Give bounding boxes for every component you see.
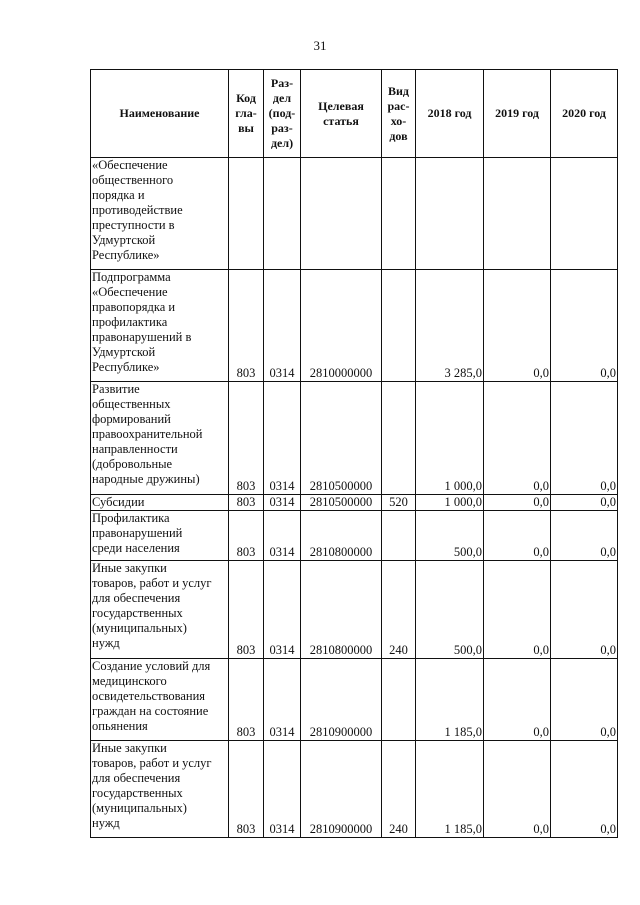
row-amount-2020: 0,0	[551, 511, 618, 561]
row-chapter-code	[229, 158, 264, 270]
row-target-article: 2810000000	[301, 270, 382, 382]
row-amount-2020: 0,0	[551, 561, 618, 659]
header-chapter-code: Код гла- вы	[229, 70, 264, 158]
row-amount-2020: 0,0	[551, 659, 618, 741]
header-2020: 2020 год	[551, 70, 618, 158]
header-target-article: Целевая статья	[301, 70, 382, 158]
row-chapter-code: 803	[229, 270, 264, 382]
row-name: Иные закупки товаров, работ и услуг для обеспечения государственных (муниципальных) нужд	[91, 561, 229, 659]
row-expense-type	[382, 659, 416, 741]
table-header	[91, 70, 618, 158]
row-name: Развитие общественных формирований правоохранительной направленности (добровольные народные дружины)	[91, 382, 229, 495]
row-expense-type: 240	[382, 561, 416, 659]
row-amount-2019: 0,0	[484, 511, 551, 561]
row-amount-2018: 1 185,0	[416, 659, 484, 741]
row-section	[264, 158, 301, 270]
table-row	[91, 561, 618, 659]
header-expense-type: Вид рас- хо- дов	[382, 70, 416, 158]
row-target-article: 2810800000	[301, 561, 382, 659]
header-row	[91, 70, 618, 158]
row-section: 0314	[264, 561, 301, 659]
row-section: 0314	[264, 495, 301, 511]
row-name: Профилактика правонарушений среди населения	[91, 511, 229, 561]
row-amount-2018: 3 285,0	[416, 270, 484, 382]
header-2018: 2018 год	[416, 70, 484, 158]
table-row	[91, 511, 618, 561]
row-expense-type: 240	[382, 741, 416, 838]
row-amount-2018: 1 000,0	[416, 495, 484, 511]
row-amount-2019: 0,0	[484, 741, 551, 838]
row-section: 0314	[264, 511, 301, 561]
row-target-article: 2810500000	[301, 382, 382, 495]
row-amount-2018: 1 000,0	[416, 382, 484, 495]
row-name: Создание условий для медицинского освидетельствования граждан на состояние опьянения	[91, 659, 229, 741]
table-row	[91, 270, 618, 382]
row-name: «Обеспечение общественного порядка и противодействие преступности в Удмуртской Республике»	[91, 158, 229, 270]
row-expense-type	[382, 270, 416, 382]
row-amount-2018	[416, 158, 484, 270]
budget-table	[90, 69, 618, 838]
row-amount-2019: 0,0	[484, 659, 551, 741]
row-name: Иные закупки товаров, работ и услуг для обеспечения государственных (муниципальных) нужд	[91, 741, 229, 838]
header-section: Раз- дел (под- раз- дел)	[264, 70, 301, 158]
header-name: Наименование	[91, 70, 229, 158]
row-chapter-code: 803	[229, 561, 264, 659]
row-chapter-code: 803	[229, 382, 264, 495]
row-amount-2020	[551, 158, 618, 270]
row-amount-2019: 0,0	[484, 382, 551, 495]
row-chapter-code: 803	[229, 495, 264, 511]
page-number: 31	[313, 38, 327, 53]
row-amount-2020: 0,0	[551, 741, 618, 838]
table-row	[91, 382, 618, 495]
row-section: 0314	[264, 382, 301, 495]
table-row	[91, 495, 618, 511]
table-row	[91, 741, 618, 838]
row-target-article: 2810800000	[301, 511, 382, 561]
row-amount-2018: 1 185,0	[416, 741, 484, 838]
row-amount-2018: 500,0	[416, 561, 484, 659]
row-amount-2019: 0,0	[484, 270, 551, 382]
row-amount-2020: 0,0	[551, 270, 618, 382]
row-expense-type	[382, 511, 416, 561]
row-target-article: 2810500000	[301, 495, 382, 511]
row-chapter-code: 803	[229, 659, 264, 741]
row-chapter-code: 803	[229, 741, 264, 838]
row-amount-2020: 0,0	[551, 495, 618, 511]
row-chapter-code: 803	[229, 511, 264, 561]
row-amount-2018: 500,0	[416, 511, 484, 561]
table-body	[91, 158, 618, 838]
row-target-article: 2810900000	[301, 659, 382, 741]
header-2019: 2019 год	[484, 70, 551, 158]
row-name: Субсидии	[91, 495, 229, 511]
row-amount-2019	[484, 158, 551, 270]
row-section: 0314	[264, 741, 301, 838]
row-amount-2019: 0,0	[484, 495, 551, 511]
row-target-article	[301, 158, 382, 270]
row-amount-2019: 0,0	[484, 561, 551, 659]
row-section: 0314	[264, 270, 301, 382]
row-expense-type	[382, 158, 416, 270]
table-row	[91, 158, 618, 270]
row-expense-type	[382, 382, 416, 495]
row-amount-2020: 0,0	[551, 382, 618, 495]
row-target-article: 2810900000	[301, 741, 382, 838]
row-name: Подпрограмма «Обеспечение правопорядка и профилактика правонарушений в Удмуртской Республике»	[91, 270, 229, 382]
row-section: 0314	[264, 659, 301, 741]
row-expense-type: 520	[382, 495, 416, 511]
table-row	[91, 659, 618, 741]
